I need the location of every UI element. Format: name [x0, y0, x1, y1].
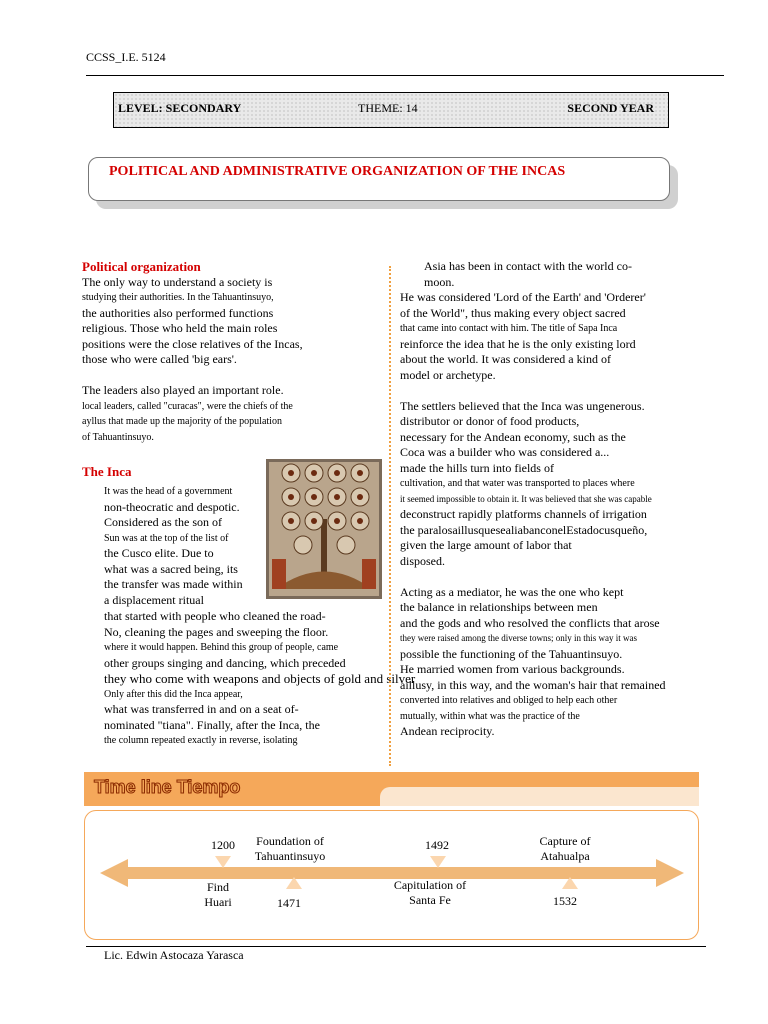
event-find-huari: Find Huari — [204, 880, 232, 909]
timeline-banner-inset — [380, 787, 699, 806]
right-p2-l5: about the world. It was considered a kind of — [400, 352, 611, 366]
left-p1-l4: religious. Those who held the main roles — [82, 321, 278, 335]
inca-l4: Sun was at the top of the list of — [104, 532, 229, 544]
right-p4-l8: converted into relatives and obliged to help each other — [400, 695, 618, 706]
left-p2-l4: of Tahuantinsuyo. — [82, 431, 154, 443]
right-p3-l5: made the hills turn into fields of — [400, 460, 554, 475]
left-p2-l3: ayllus that made up the majority of the population — [82, 416, 282, 427]
marker-1200 — [215, 856, 231, 868]
inca-procession — [104, 609, 416, 749]
marker-1492 — [430, 856, 446, 868]
right-p3-l3: necessary for the Andean economy, such as the — [400, 429, 626, 444]
left-p1-l3: the authorities also performed functions — [82, 305, 274, 320]
right-p3-l11: disposed. — [400, 553, 445, 568]
right-p3-l6: cultivation, and that water was transported to places where — [400, 478, 635, 489]
column-divider — [389, 266, 391, 766]
right-p2-l3: that came into contact with him. The title of Sapa Inca — [400, 323, 618, 334]
right-p4-l9: mutually, within what was the practice of the — [400, 710, 580, 722]
year-1471: 1471 — [277, 896, 301, 910]
inca-l3: Considered as the son of — [104, 515, 222, 529]
level-label: LEVEL: SECONDARY — [118, 101, 242, 115]
inca-l1: It was the head of a government — [104, 486, 233, 497]
left-p1-l2: studying their authorities. In the Tahuantinsuyo, — [82, 292, 274, 303]
right-p1-l1: Asia has been in contact with the world co- — [424, 259, 632, 273]
right-p3-l4: Coca was a builder who was considered a... — [400, 445, 610, 459]
title-box — [88, 157, 670, 201]
right-p3-l1: The settlers believed that the Inca was ungenerous. — [400, 398, 645, 413]
right-p2-l2: of the World", thus making every object sacred — [400, 305, 626, 320]
author-name: Lic. Edwin Astocaza Yarasca — [104, 948, 244, 962]
event-capture: Capture of Atahualpa — [539, 834, 591, 863]
inca-l5: the Cusco elite. Due to — [104, 546, 214, 560]
right-p2-l6: model or archetype. — [400, 367, 496, 382]
right-p2-l1: He was considered 'Lord of the Earth' and 'Orderer' — [400, 290, 646, 304]
page-title: POLITICAL AND ADMINISTRATIVE ORGANIZATION OF THE INCAS — [109, 164, 566, 179]
inca-l7: the transfer was made within — [104, 577, 243, 591]
proc-l8: nominated "tiana". Finally, after the Inca, the — [104, 717, 320, 732]
year-1532: 1532 — [553, 894, 577, 908]
left-p1-l1: The only way to understand a society is — [82, 274, 273, 289]
right-p3-l9: the paralosaillusquesealiabanconelEstadocusqueño, — [400, 522, 648, 537]
proc-l2: No, cleaning the pages and sweeping the floor. — [104, 624, 329, 639]
marker-1532 — [562, 877, 578, 889]
left-p1-l6: those who were called 'big ears'. — [82, 352, 237, 366]
right-p4-l2: the balance in relationships between men — [400, 600, 598, 614]
right-p3-l7: it seemed impossible to obtain it. It was believed that she was capable — [400, 493, 652, 504]
header-rule — [86, 75, 724, 76]
inca-l6: what was a sacred being, its — [104, 561, 238, 576]
school-code: CCSS_I.E. 5124 — [86, 50, 166, 64]
proc-l9: the column repeated exactly in reverse, isolating — [104, 735, 298, 746]
right-p2-l4: reinforce the idea that he is the only existing lord — [400, 336, 636, 351]
right-p4-l6: He married women from various backgrounds. — [400, 662, 625, 676]
left-column — [82, 259, 367, 445]
right-p4-l7: aillusy, in this way, and the woman's hair that remained — [400, 677, 666, 692]
timeline-title: Time line Tiempo — [94, 777, 241, 797]
inca-l2: non-theocratic and despotic. — [104, 499, 240, 514]
proc-l4: other groups singing and dancing, which preceded — [104, 655, 346, 670]
heading-the-inca: The Inca — [82, 464, 132, 479]
proc-l3: where it would happen. Behind this group of people, came — [104, 642, 339, 653]
year-1200: 1200 — [211, 838, 235, 852]
proc-l6: Only after this did the Inca appear, — [104, 688, 243, 700]
proc-l7: what was transferred in and on a seat of- — [104, 702, 299, 716]
right-p3-l2: distributor or donor of food products, — [400, 414, 580, 428]
marker-1471 — [286, 877, 302, 889]
heading-political-organization: Political organization — [82, 259, 201, 274]
year-label: SECOND YEAR — [567, 101, 654, 115]
left-p2-l2: local leaders, called "curacas", were the chiefs of the — [82, 400, 293, 412]
year-1492: 1492 — [425, 838, 449, 852]
right-p3-l10: given the large amount of labor that — [400, 538, 572, 552]
left-p2-l1: The leaders also played an important role. — [82, 383, 284, 397]
right-p4-l5: possible the functioning of the Tahuantinsuyo. — [400, 646, 623, 661]
event-foundation: Foundation of Tahuantinsuyo — [254, 834, 326, 863]
inca-l8: a displacement ritual — [104, 592, 204, 607]
inca-genealogy-image — [266, 459, 382, 599]
proc-l5: they who come with weapons and objects of gold and silver — [104, 671, 416, 686]
theme-label: THEME: 14 — [358, 101, 418, 115]
right-p4-l1: Acting as a mediator, he was the one who kept — [400, 584, 624, 599]
inca-paragraph — [104, 484, 264, 608]
right-p4-l4: they were raised among the diverse towns; only in this way it was — [400, 633, 637, 643]
right-p4-l3: and the gods and who resolved the conflicts that arose — [400, 615, 660, 630]
footer-rule — [86, 946, 706, 947]
right-p1-l2: moon. — [424, 274, 455, 289]
level-bar — [113, 92, 669, 128]
event-capitulation: Capitulation of Santa Fe — [393, 878, 467, 907]
left-p1-l5: positions were the close relatives of the Incas, — [82, 336, 303, 351]
right-p3-l8: deconstruct rapidly platforms channels of irrigation — [400, 507, 647, 521]
proc-l1: that started with people who cleaned the road- — [104, 609, 326, 623]
right-p4-l10: Andean reciprocity. — [400, 724, 495, 738]
right-column — [400, 259, 700, 740]
